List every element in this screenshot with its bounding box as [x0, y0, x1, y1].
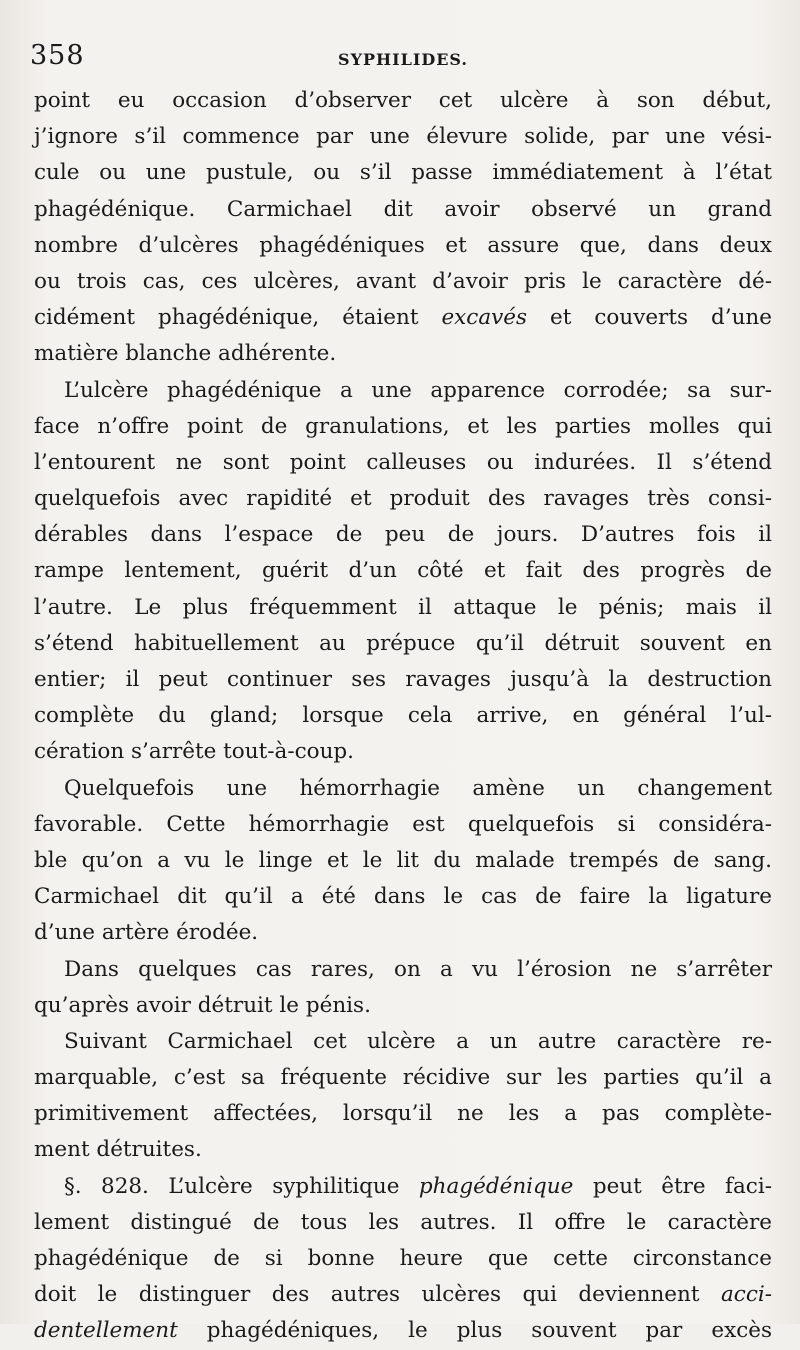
text-line: complète du gland; lorsque cela arrive, en général l’ul-: [34, 703, 772, 729]
text-line: d’une artère érodée.: [34, 920, 259, 946]
text-line: cule ou une pustule, ou s’il passe immédiatement à l’état: [34, 160, 772, 186]
text-line: l’autre. Le plus fréquemment il attaque le pénis; mais il: [34, 594, 772, 620]
italic-text: dentellement: [34, 1318, 178, 1344]
text-line: Suivant Carmichael cet ulcère a un autre caractère re-: [64, 1028, 772, 1054]
text-line: ou trois cas, ces ulcères, avant d’avoir pris le caractère dé-: [34, 268, 772, 294]
line-segment: peut être faci-: [573, 1173, 772, 1199]
text-line: L’ulcère phagédénique a une apparence corrodée; sa sur-: [64, 377, 772, 403]
running-title: SYPHILIDES.: [338, 50, 468, 69]
text-line: [34, 1313, 772, 1349]
text-line: Dans quelques cas rares, on a vu l’érosion ne s’arrêter: [64, 956, 772, 982]
text-line: cération s’arrête tout-à-coup.: [34, 739, 355, 765]
italic-text: excavés: [441, 305, 528, 331]
text-line: marquable, c’est sa fréquente récidive sur les parties qu’il a: [34, 1065, 772, 1091]
text-line: Quelquefois une hémorrhagie amène un changement: [64, 775, 772, 801]
text-line: quelquefois avec rapidité et produit des ravages très consi-: [34, 486, 772, 512]
text-line: j’ignore s’il commence par une élevure solide, par une vési-: [34, 124, 772, 150]
text-line: Carmichael dit qu’il a été dans le cas de faire la ligature: [34, 884, 772, 910]
text-line: [34, 300, 772, 336]
line-segment: §. 828. L’ulcère syphilitique: [64, 1173, 419, 1199]
text-line: qu’après avoir détruit le pénis.: [34, 992, 371, 1018]
text-line: matière blanche adhérente.: [34, 341, 337, 367]
text-line: lement distingué de tous les autres. Il offre le caractère: [34, 1209, 772, 1235]
line-segment: phagédéniques, le plus souvent par excès: [177, 1318, 772, 1344]
body-text: [34, 83, 772, 1350]
text-line: ble qu’on a vu le linge et le lit du malade trempés de sang.: [34, 847, 772, 873]
text-line: [34, 1169, 772, 1205]
text-line: ment détruites.: [34, 1137, 202, 1163]
text-line: nombre d’ulcères phagédéniques et assure que, dans deux: [34, 232, 772, 258]
text-line: s’étend habituellement au prépuce qu’il détruit souvent en: [34, 630, 772, 656]
text-line: primitivement affectées, lorsqu’il ne les a pas complète-: [34, 1101, 772, 1127]
line-segment: et couverts d’une: [527, 305, 772, 331]
line-segment: cidément phagédénique, étaient: [34, 305, 442, 331]
text-line: dérables dans l’espace de peu de jours. D’autres fois il: [34, 522, 772, 548]
text-line: l’entourent ne sont point calleuses ou indurées. Il s’étend: [34, 449, 772, 475]
text-line: face n’offre point de granulations, et les parties molles qui: [34, 413, 772, 439]
page-number: 358: [30, 40, 85, 71]
italic-text: acci-: [720, 1282, 772, 1308]
text-line: point eu occasion d’observer cet ulcère à son début,: [34, 88, 772, 113]
text-line: phagédénique de si bonne heure que cette circonstance: [34, 1246, 772, 1271]
line-segment: doit le distinguer des autres ulcères qui deviennent: [34, 1282, 721, 1308]
text-line: [34, 1277, 772, 1313]
text-line: rampe lentement, guérit d’un côté et fait des progrès de: [34, 558, 772, 584]
text-line: favorable. Cette hémorrhagie est quelquefois si considéra-: [34, 811, 772, 837]
text-line: phagédénique. Carmichael dit avoir observé un grand: [34, 196, 772, 222]
page-header: [30, 40, 776, 80]
italic-text: phagédénique: [418, 1173, 574, 1199]
text-line: entier; il peut continuer ses ravages jusqu’à la destruction: [34, 667, 772, 692]
